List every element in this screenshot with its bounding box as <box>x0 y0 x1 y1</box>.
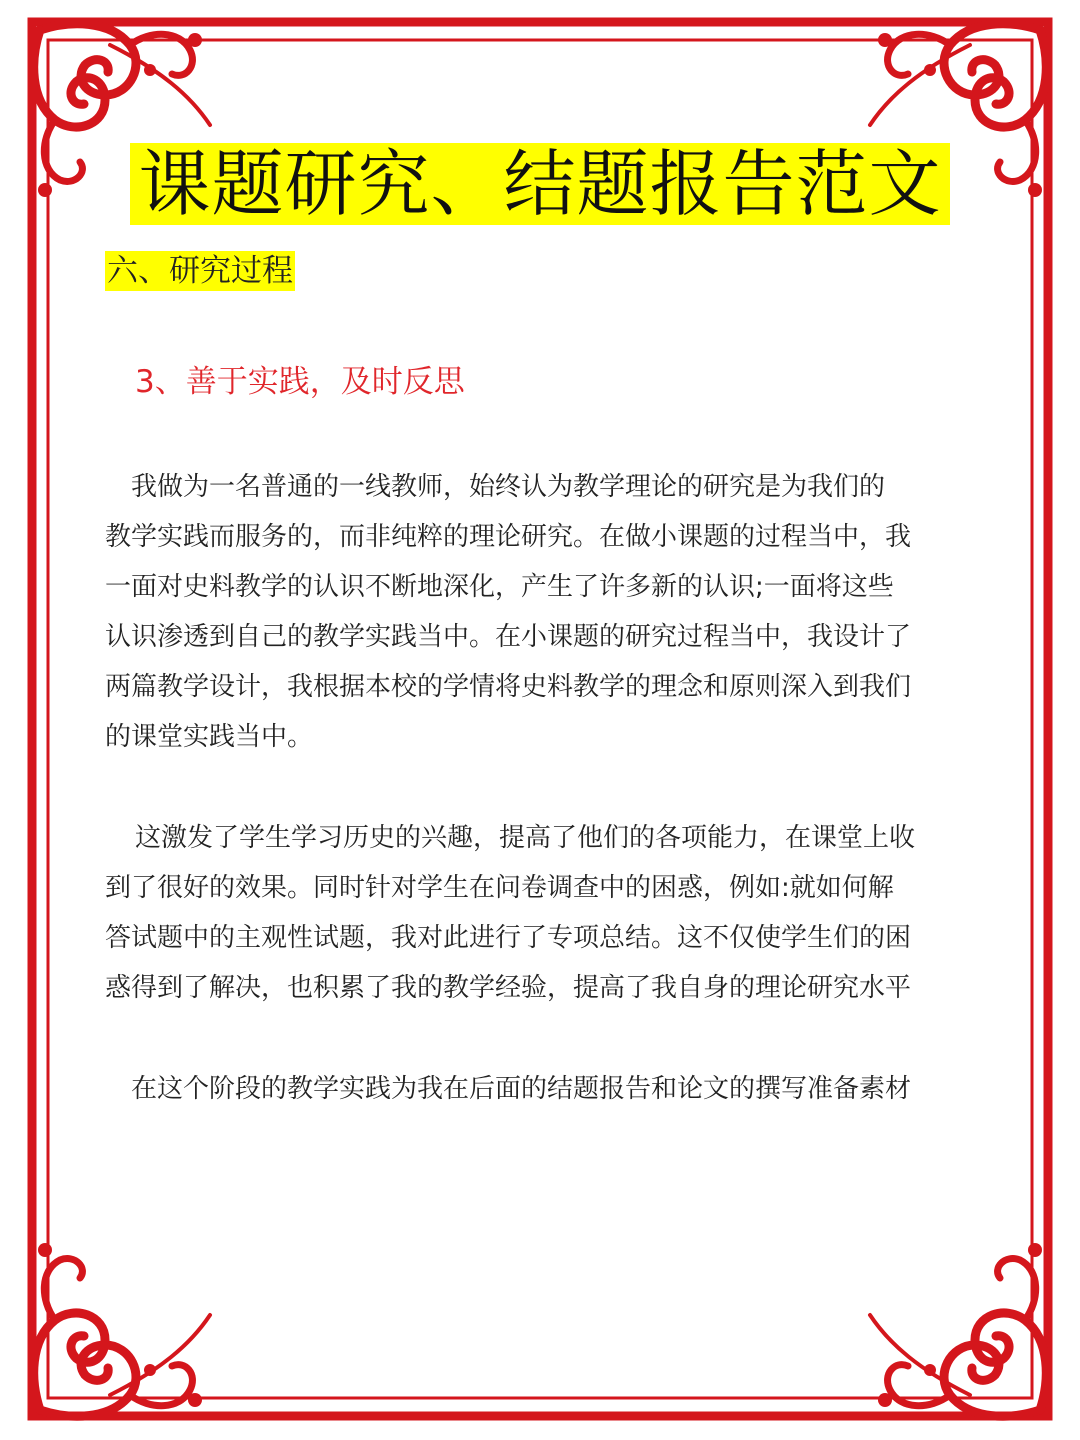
section-heading: 六、研究过程 <box>107 253 293 289</box>
paragraph-line: 到了很好的效果。同时针对学生在问卷调查中的困惑，例如:就如何解 <box>105 873 894 903</box>
paragraph-line: 这激发了学生学习历史的兴趣，提高了他们的各项能力，在课堂上收 <box>135 823 916 853</box>
title-container <box>0 143 1080 225</box>
paragraph-3 <box>105 1064 975 1114</box>
scroll-flourish-icon-bottom-left <box>34 1243 210 1416</box>
paragraph-1 <box>105 462 975 762</box>
paragraph-line: 两篇教学设计，我根据本校的学情将史料教学的理念和原则深入到我们 <box>105 672 912 702</box>
paragraph-line: 的课堂实践当中。 <box>105 722 314 752</box>
paragraph-line: 答试题中的主观性试题，我对此进行了专项总结。这不仅使学生们的困 <box>105 923 912 953</box>
scroll-flourish-icon-bottom-right <box>870 1243 1046 1416</box>
paragraph-line: 在这个阶段的教学实践为我在后面的结题报告和论文的撰写准备素材 <box>131 1074 912 1104</box>
paragraph-line: 我做为一名普通的一线教师，始终认为教学理论的研究是为我们的 <box>105 472 886 502</box>
paragraph-line: 一面对史料教学的认识不断地深化，产生了许多新的认识;一面将这些 <box>105 572 894 602</box>
paragraph-line: 惑得到了解决，也积累了我的教学经验，提高了我自身的理论研究水平 <box>105 973 912 1003</box>
page-title: 课题研究、结题报告范文 <box>130 143 949 225</box>
sub-heading: 3、善于实践，及时反思 <box>135 364 465 400</box>
paragraph-2 <box>105 813 975 1013</box>
paragraph-line: 教学实践而服务的，而非纯粹的理论研究。在做小课题的过程当中，我 <box>105 522 912 552</box>
paragraph-line: 认识渗透到自己的教学实践当中。在小课题的研究过程当中，我设计了 <box>105 622 912 652</box>
